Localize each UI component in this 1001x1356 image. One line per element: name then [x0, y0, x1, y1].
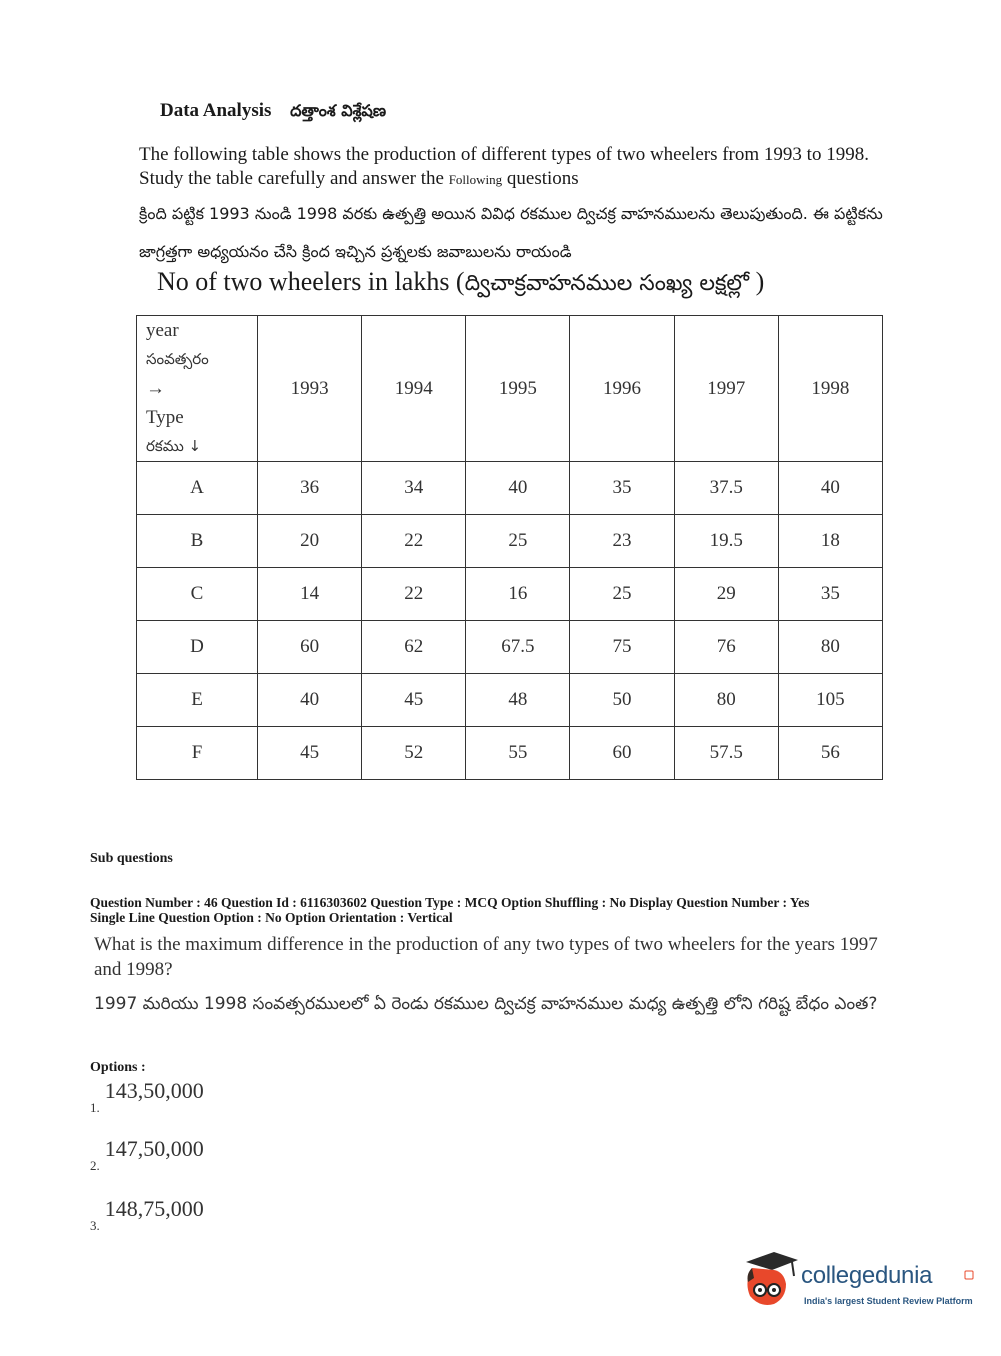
- table-cell: 35: [570, 462, 674, 515]
- table-cell: 67.5: [466, 621, 570, 674]
- option-3[interactable]: [90, 1196, 204, 1234]
- question-meta: [90, 895, 930, 925]
- table-cell: 57.5: [674, 727, 778, 780]
- option-text: 148,75,000: [104, 1196, 204, 1221]
- table-cell: 55: [466, 727, 570, 780]
- table-cell: 40: [778, 462, 882, 515]
- option-1[interactable]: [90, 1078, 204, 1116]
- table-cell: 34: [362, 462, 466, 515]
- table-cell: 22: [362, 568, 466, 621]
- table-cell: 52: [362, 727, 466, 780]
- corner-arrow: →: [146, 378, 165, 399]
- corner-year: year: [146, 320, 179, 341]
- row-type: F: [137, 727, 258, 780]
- option-text: 143,50,000: [104, 1078, 204, 1103]
- table-cell: 25: [466, 515, 570, 568]
- table-cell: 56: [778, 727, 882, 780]
- table-cell: 20: [258, 515, 362, 568]
- table-cell: 35: [778, 568, 882, 621]
- year-header: 1994: [362, 316, 466, 462]
- table-cell: 25: [570, 568, 674, 621]
- table-cell: 60: [258, 621, 362, 674]
- table-cell: 60: [570, 727, 674, 780]
- heading-title-telugu: దత్తాంశ విశ్లేషణ: [290, 101, 387, 120]
- row-type: C: [137, 568, 258, 621]
- row-type: D: [137, 621, 258, 674]
- corner-type-telugu: రకము ↓: [146, 437, 202, 455]
- option-number: 2.: [90, 1158, 100, 1173]
- intro-questions: questions: [506, 168, 579, 189]
- table-cell: 19.5: [674, 515, 778, 568]
- mascot-icon: [740, 1248, 800, 1312]
- table-row: [137, 621, 883, 674]
- year-header: 1995: [466, 316, 570, 462]
- table-row: [137, 568, 883, 621]
- table-cell: 18: [778, 515, 882, 568]
- options-label: Options :: [90, 1060, 146, 1075]
- table-cell: 45: [258, 727, 362, 780]
- question-text-telugu: 1997 మరియు 1998 సంవత్సరములలో ఏ రెండు రకముల ద్విచక్ర వాహనముల మధ్య ఉత్పత్తి లోని గరిష్ట బేధం ఎంత?: [94, 994, 878, 1014]
- intro-following: Following: [448, 172, 503, 187]
- sub-questions-label: Sub questions: [90, 851, 173, 866]
- page-heading: [160, 100, 386, 124]
- table-row: [137, 727, 883, 780]
- table-title-close: ): [749, 267, 765, 296]
- logo-name: collegedunia: [801, 1262, 933, 1289]
- intro-text: The following table shows the production of different types of two wheelers from 1993 to 1998. Study the table carefully and answer the: [139, 144, 869, 189]
- table-cell: 75: [570, 621, 674, 674]
- logo-tagline: India's largest Student Review Platform: [804, 1296, 973, 1306]
- row-type: A: [137, 462, 258, 515]
- row-type: B: [137, 515, 258, 568]
- option-2[interactable]: [90, 1136, 204, 1174]
- intro-telugu: క్రింది పట్టిక 1993 నుండి 1998 వరకు ఉత్పత్తి అయిన వివిధ రకముల ద్విచక్ర వాహనములను తెలుపుతుంది. ఈ పట్టికను జాగ్రత్తగా అధ్యయనం చేసి క్రింద ఇచ్చిన ప్రశ్నలకు జవాబులను రాయండి: [139, 204, 883, 261]
- corner-year-telugu: సంవత్సరం: [146, 350, 209, 368]
- table-cell: 62: [362, 621, 466, 674]
- question-text-english: What is the maximum difference in the production of any two types of two wheelers for the years 1997 and 1998?: [94, 934, 878, 980]
- year-header: 1993: [258, 316, 362, 462]
- table-cell: 29: [674, 568, 778, 621]
- option-number: 3.: [90, 1218, 100, 1233]
- table-cell: 37.5: [674, 462, 778, 515]
- year-header: 1997: [674, 316, 778, 462]
- domain-badge-icon: [964, 1270, 974, 1280]
- table-row: [137, 462, 883, 515]
- year-header: 1996: [570, 316, 674, 462]
- table-header-row: [137, 316, 883, 462]
- table-cell: 80: [778, 621, 882, 674]
- table-cell: 105: [778, 674, 882, 727]
- table-row: [137, 515, 883, 568]
- production-table: [136, 315, 883, 780]
- option-text: 147,50,000: [104, 1136, 204, 1161]
- table-cell: 76: [674, 621, 778, 674]
- year-header: 1998: [778, 316, 882, 462]
- option-number: 1.: [90, 1100, 100, 1115]
- table-cell: 50: [570, 674, 674, 727]
- table-cell: 40: [258, 674, 362, 727]
- table-cell: 36: [258, 462, 362, 515]
- table-cell: 23: [570, 515, 674, 568]
- table-cell: 16: [466, 568, 570, 621]
- corner-type: Type: [146, 407, 184, 428]
- table-corner-cell: [137, 316, 258, 462]
- table-title-en: No of two wheelers in lakhs (: [157, 267, 465, 296]
- heading-title: Data Analysis: [160, 100, 272, 121]
- intro-english: [139, 143, 899, 192]
- table-cell: 45: [362, 674, 466, 727]
- table-cell: 80: [674, 674, 778, 727]
- table-cell: 22: [362, 515, 466, 568]
- table-cell: 40: [466, 462, 570, 515]
- table-title: [157, 267, 764, 301]
- table-cell: 48: [466, 674, 570, 727]
- table-title-telugu: ద్విచాక్రవాహనముల సంఖ్య లక్షల్లో: [464, 271, 750, 296]
- table-row: [137, 674, 883, 727]
- question-meta-line1: Question Number : 46 Question Id : 6116303602 Question Type : MCQ Option Shuffling : No Display Question Number : Yes: [90, 895, 810, 910]
- question-meta-line2: Single Line Question Option : No Option Orientation : Vertical: [90, 910, 453, 925]
- row-type: E: [137, 674, 258, 727]
- table-cell: 14: [258, 568, 362, 621]
